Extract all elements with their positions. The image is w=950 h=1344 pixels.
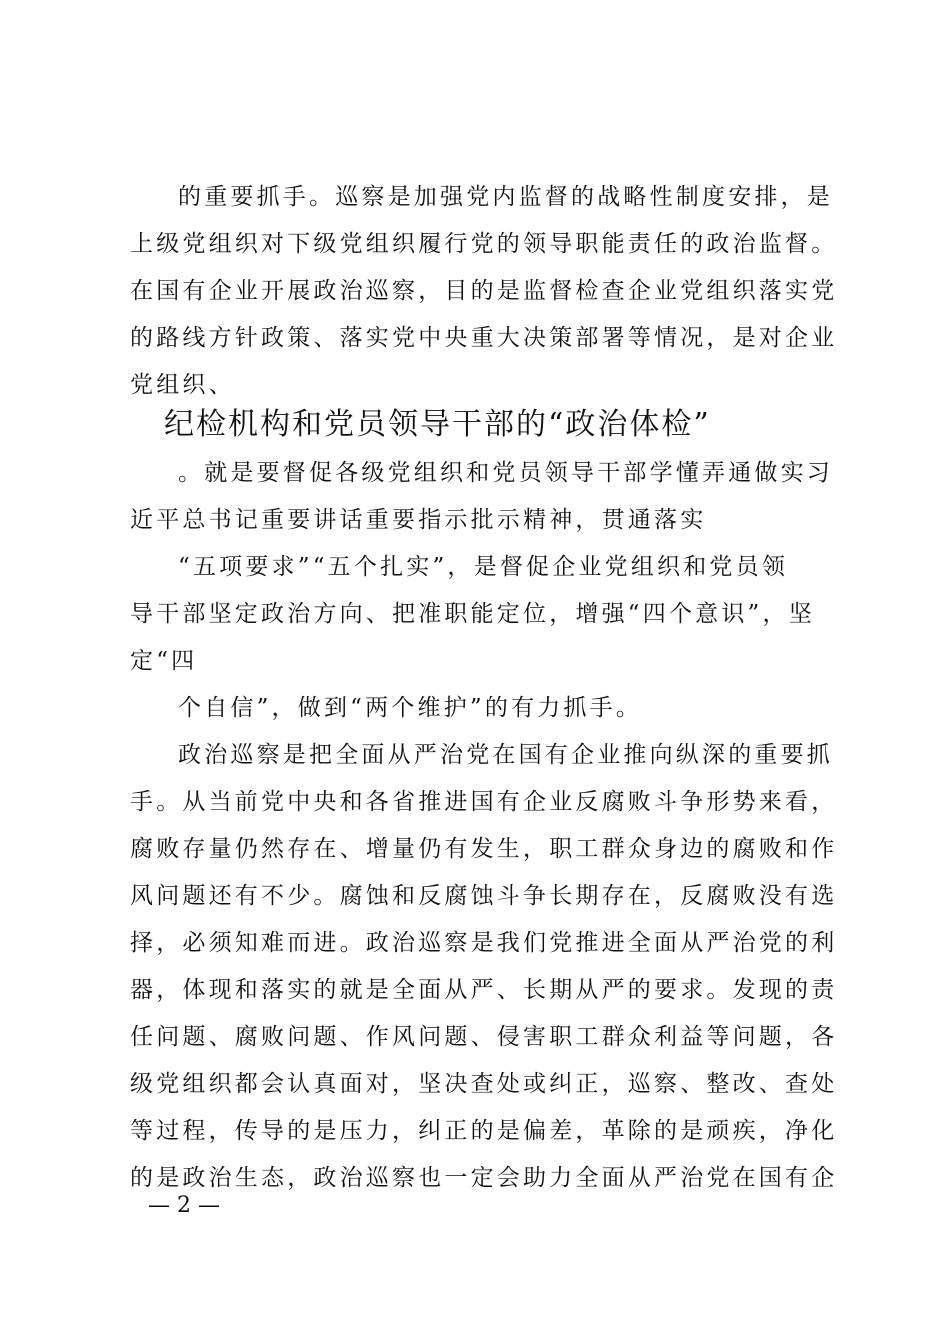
page-number: — 2 — — [148, 1193, 220, 1218]
text-line: 器，体现和落实的就是全面从严、长期从严的要求。发现的责 — [130, 977, 838, 1003]
text-line: 的路线方针政策、落实党中央重大决策部署等情况，是对企业 — [130, 325, 838, 351]
text-line: 党组织、 — [130, 372, 235, 398]
text-line: 导干部坚定政治方向、把准职能定位，增强“四个意识”，坚 — [130, 601, 815, 627]
text-line: “五项要求”“五个扎实”，是督促企业党组织和党员领 — [178, 554, 789, 580]
text-line: 择，必须知难而进。政治巡察是我们党推进全面从严治党的利 — [130, 930, 838, 956]
text-line: 在国有企业开展政治巡察，目的是监督检查企业党组织落实党 — [130, 278, 838, 304]
text-line: 腐败存量仍然存在、增量仍有发生，职工群众身边的腐败和作 — [130, 836, 838, 862]
text-line: 。就是要督促各级党组织和党员领导干部学懂弄通做实习 — [178, 460, 833, 486]
text-line: 个自信”，做到“两个维护”的有力抓手。 — [178, 695, 643, 721]
text-line: 定“四 — [130, 648, 198, 674]
text-line: 的重要抓手。巡察是加强党内监督的战略性制度安排，是 — [178, 184, 833, 210]
paragraph-start-line: 政治巡察是把全面从严治党在国有企业推向纵深的重要抓 — [178, 742, 833, 768]
text-line: 上级党组织对下级党组织履行党的领导职能责任的政治监督。 — [130, 231, 838, 257]
text-line: 任问题、腐败问题、作风问题、侵害职工群众利益等问题，各 — [130, 1024, 838, 1050]
text-line: 的是政治生态，政治巡察也一定会助力全面从严治党在国有企 — [130, 1165, 838, 1191]
text-line: 等过程，传导的是压力，纠正的是偏差，革除的是顽疾，净化 — [130, 1118, 838, 1144]
emphasized-line: 纪检机构和党员领导干部的“政治体检” — [164, 407, 711, 442]
text-line: 手。从当前党中央和各省推进国有企业反腐败斗争形势来看， — [130, 789, 838, 815]
text-line: 近平总书记重要讲话重要指示批示精神，贯通落实 — [130, 507, 707, 533]
text-line: 级党组织都会认真面对，坚决查处或纠正，巡察、整改、查处 — [130, 1071, 838, 1097]
text-line: 风问题还有不少。腐蚀和反腐蚀斗争长期存在，反腐败没有选 — [130, 883, 838, 909]
